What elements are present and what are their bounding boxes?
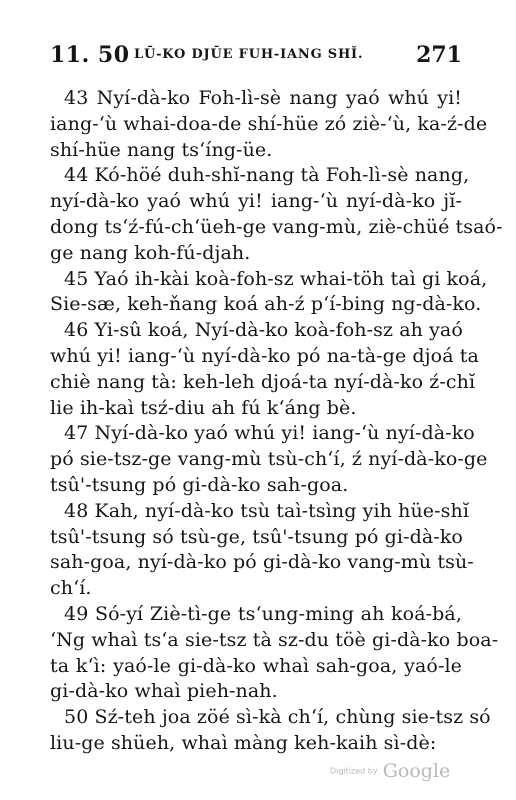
text-line: 49 Só-yí Ziè-tì-ge tsʻung-ming ah koá-bá, [64, 602, 462, 625]
text-line: ta kʻì: yaó-le gi-dà-ko whaì sah-goa, yaó-le [50, 654, 462, 677]
page-number: 271 [416, 42, 462, 68]
text-line: dong tsʻź-fú-chʻüeh-ge vang-mù, ziè-chüé tsaó- [50, 215, 503, 238]
text-line: 47 Nyí-dà-ko yaó whú yi! iang-ʻù nyí-dà-ko [64, 422, 475, 445]
body-text [50, 86, 503, 757]
text-line: 43 Nyí-dà-ko Foh-lì-sè nang yaó whú yi! [64, 87, 462, 109]
text-line: chiè nang tà: keh-leh djoá-ta nyí-dà-ko ź-chĭ [50, 370, 476, 393]
text-line: nyí-dà-ko yaó whú yi! iang-ʻù nyí-dà-ko jĭ- [50, 190, 462, 213]
text-line: 48 Kah, nyí-dà-ko tsù taì-tsìng yih hüe-shĭ [64, 499, 470, 522]
watermark-prefix: Digitized by [330, 766, 378, 776]
running-title: LŪ-KO DJŪE FUH-IANG SHĬ. [134, 47, 364, 62]
text-line: ʻNg whaì tsʻa sie-tsz tà sz-du töè gi-dà-ko boa- [50, 628, 499, 651]
text-line: Sie-sæ, keh-ňang koá ah-ź pʻí-bing ng-dà-ko. [50, 293, 482, 316]
text-line: sah-goa, nyí-dà-ko pó gi-dà-ko vang-mù tsù- [50, 551, 474, 574]
text-line: tsû'-tsung pó gi-dà-ko sah-goa. [50, 473, 349, 496]
digitization-watermark [330, 760, 450, 782]
text-line: shí-hüe nang tsʻíng-üe. [50, 138, 273, 161]
section-number: 11. 50 [50, 42, 130, 68]
text-line: 44 Kó-höé duh-shĭ-nang tà Foh-lì-sè nang, [64, 164, 470, 187]
text-line: whú yi! iang-ʻù nyí-dà-ko pó na-tà-ge djoá ta [50, 344, 479, 367]
google-logo: Google [382, 760, 451, 782]
text-line: 50 Sź-teh joa zöé sì-kà chʻí, chùng sie-tsz só [64, 706, 491, 729]
text-line: iang-ʻù whai-doa-de shí-hüe zó ziè-ʻù, ka-ź-de [50, 112, 488, 135]
running-head [50, 42, 462, 70]
text-line: liu-ge shüeh, whaì màng keh-kaih sì-dè: [50, 731, 437, 754]
text-line: 45 Yaó ih-kài koà-foh-sz whai-töh taì gi koá, [64, 267, 488, 290]
text-line: 46 Yi-sû koá, Nyí-dà-ko koà-foh-sz ah yaó [64, 319, 463, 342]
text-line: tsû'-tsung só tsù-ge, tsû'-tsung pó gi-dà-ko [50, 525, 463, 548]
text-line: ge nang koh-fú-djah. [50, 241, 251, 264]
text-line: lie ih-kaì tsź-diu ah fú kʻáng bè. [50, 396, 357, 419]
text-line: gi-dà-ko whaì pieh-nah. [50, 680, 278, 703]
text-line: pó sie-tsz-ge vang-mù tsù-chʻí, ź nyí-dà-ko-ge [50, 448, 488, 471]
text-line: chʻí. [50, 577, 92, 600]
